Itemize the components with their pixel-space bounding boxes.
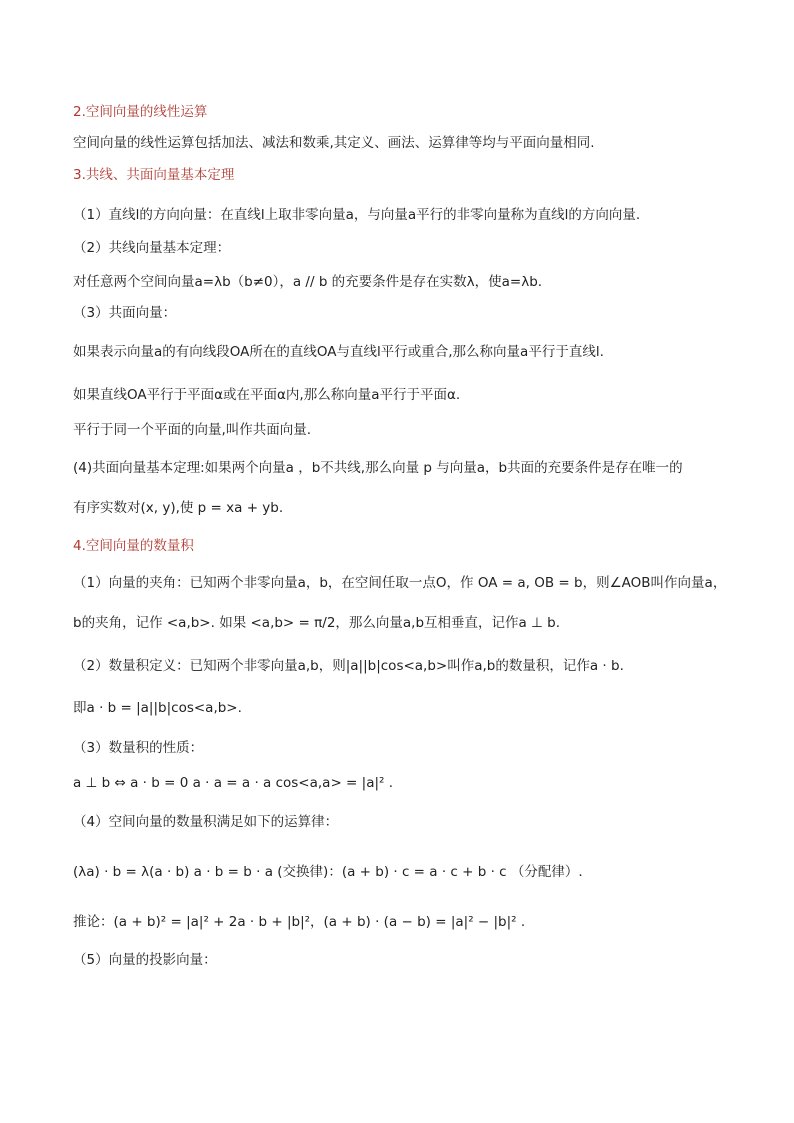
dot-product-definition: （2）数量积定义：已知两个非零向量a,b，则|a||b|cos<a,b>叫作a,b的数量积，记作a · b.	[73, 658, 624, 674]
properties-label: （3）数量积的性质：	[73, 740, 204, 756]
coplanar-label: （3）共面向量：	[73, 305, 177, 321]
operation-laws: (λa) · b = λ(a · b) a · b = b · a (交换律)：(a + b) · c = a · c + b · c （分配律）.	[73, 864, 583, 880]
corollary: 推论：(a + b)² = |a|² + 2a · b + |b|²，(a + b) · (a − b) = |a|² − |b|² .	[73, 914, 526, 930]
projection-vector-label: （5）向量的投影向量：	[73, 952, 217, 968]
section-2-body: 空间向量的线性运算包括加法、减法和数乘,其定义、画法、运算律等均与平面向量相同.	[73, 135, 595, 151]
coplanar-theorem-line-2: 有序实数对(x, y),使 p = xa + yb.	[73, 500, 284, 516]
angle-definition-line-2: b的夹角，记作 <a,b>. 如果 <a,b> = π/2，那么向量a,b互相垂直，记作a ⊥ b.	[73, 615, 561, 631]
section-3-title: 3.共线、共面向量基本定理	[73, 167, 235, 183]
coplanar-definition-3: 平行于同一个平面的向量,叫作共面向量.	[73, 422, 312, 438]
collinear-theorem-text: 对任意两个空间向量a=λb（b≠0），a // b 的充要条件是存在实数λ，使a=λb.	[73, 274, 543, 290]
operation-laws-label: （4）空间向量的数量积满足如下的运算律：	[73, 814, 339, 830]
direction-vector-definition: （1）直线l的方向向量：在直线l上取非零向量a，与向量a平行的非零向量称为直线l的方向向量.	[73, 207, 641, 223]
properties-formulas: a ⊥ b ⇔ a · b = 0 a · a = a · a cos<a,a> = |a|² .	[73, 775, 394, 791]
coplanar-definition-1: 如果表示向量a的有向线段OA所在的直线OA与直线l平行或重合,那么称向量a平行于直线l.	[73, 344, 604, 360]
coplanar-theorem-line-1: (4)共面向量基本定理:如果两个向量a ，b不共线,那么向量 p 与向量a，b共面的充要条件是存在唯一的	[73, 460, 683, 476]
coplanar-definition-2: 如果直线OA平行于平面α或在平面α内,那么称向量a平行于平面α.	[73, 387, 461, 403]
section-4-title: 4.空间向量的数量积	[73, 538, 194, 554]
angle-definition-line-1: （1）向量的夹角：已知两个非零向量a，b，在空间任取一点O，作 OA = a, OB = b，则∠AOB叫作向量a，	[73, 575, 727, 591]
collinear-theorem-label: （2）共线向量基本定理：	[73, 240, 231, 256]
section-2-title: 2.空间向量的线性运算	[73, 104, 208, 120]
dot-product-formula: 即a · b = |a||b|cos<a,b>.	[73, 700, 242, 716]
